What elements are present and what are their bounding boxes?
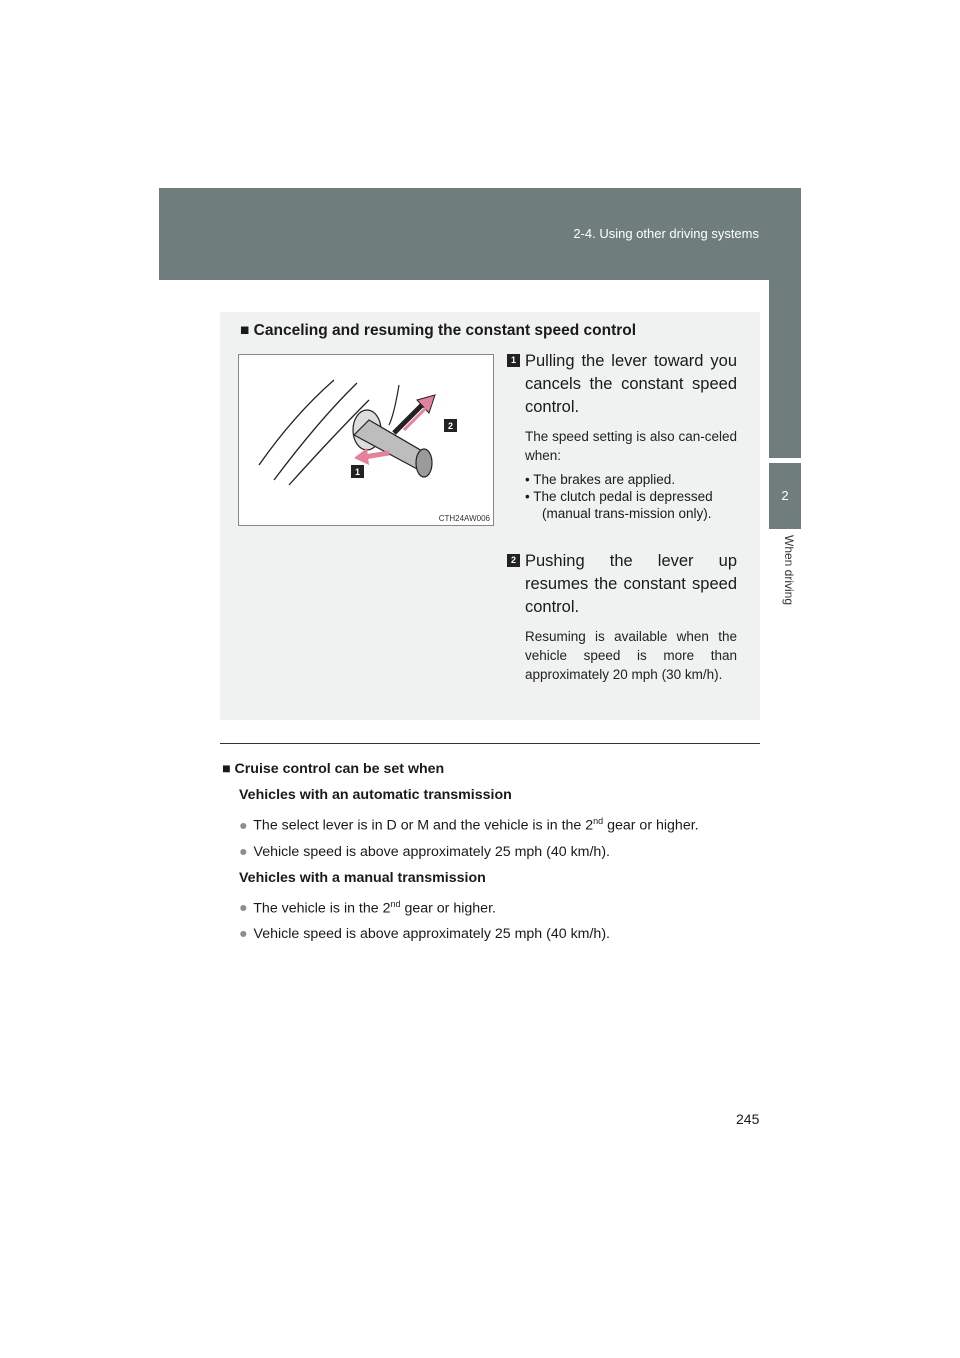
cruise-lever-icon bbox=[239, 355, 493, 525]
manual-heading: Vehicles with a manual transmission bbox=[239, 869, 486, 886]
chapter-number-tab: 2 bbox=[769, 463, 801, 529]
bullet-dot-icon: ● bbox=[239, 817, 248, 834]
chapter-label: When driving bbox=[782, 535, 796, 606]
header-band bbox=[159, 188, 801, 280]
panel-title: ■ Canceling and resuming the constant speed control bbox=[240, 322, 637, 339]
step-2 bbox=[507, 550, 737, 684]
item-text: The vehicle is in the 2 bbox=[253, 900, 391, 917]
step-2-badge: 2 bbox=[507, 554, 520, 567]
auto-heading: Vehicles with an automatic transmission bbox=[239, 787, 512, 803]
list-item bbox=[239, 812, 762, 835]
step-1-text: Pulling the lever toward you cancels the constant speed control. bbox=[525, 352, 737, 416]
step-1-bullets bbox=[525, 471, 737, 522]
divider bbox=[220, 743, 760, 744]
info-panel bbox=[220, 312, 760, 720]
side-tab-bar bbox=[769, 188, 801, 458]
step-2-note: Resuming is available when the vehicle speed is more than approximately 20 mph (30 km/h). bbox=[525, 629, 737, 682]
lever-illustration bbox=[238, 354, 494, 526]
bullet-dot-icon: ● bbox=[239, 926, 248, 943]
item-text: Vehicle speed is above approximately 25 mph (40 km/h). bbox=[253, 926, 610, 943]
info-heading: ■ Cruise control can be set when bbox=[222, 761, 445, 777]
bullet-dot-icon: ● bbox=[239, 843, 248, 860]
list-item bbox=[239, 895, 762, 918]
item-sup: nd bbox=[593, 816, 604, 826]
item-text: gear or higher. bbox=[400, 900, 496, 917]
item-sup: nd bbox=[390, 898, 401, 909]
bullet-item: • The brakes are applied. bbox=[525, 472, 676, 487]
image-code: CTH24AW006 bbox=[438, 514, 490, 523]
bullet-item: • The clutch pedal is depressed (manual trans-mission only). bbox=[525, 489, 713, 521]
section-title: 2-4. Using other driving systems bbox=[573, 226, 759, 241]
step-1-badge: 1 bbox=[507, 354, 520, 367]
svg-text:1: 1 bbox=[354, 467, 361, 477]
item-text: The select lever is in D or M and the vehicle is in the 2 bbox=[253, 817, 594, 834]
step-2-text: Pushing the lever up resumes the constant speed control. bbox=[525, 552, 737, 616]
info-section bbox=[222, 760, 762, 943]
step-1 bbox=[507, 350, 737, 522]
item-text: Vehicle speed is above approximately 25 mph (40 km/h). bbox=[253, 843, 610, 860]
list-item bbox=[239, 843, 762, 861]
bullet-dot-icon: ● bbox=[239, 900, 248, 917]
page-number: 245 bbox=[736, 1111, 760, 1127]
step-1-note: The speed setting is also can-celed when: bbox=[525, 429, 737, 463]
item-text: gear or higher. bbox=[603, 817, 699, 834]
svg-text:2: 2 bbox=[447, 421, 454, 431]
list-item bbox=[239, 925, 762, 943]
